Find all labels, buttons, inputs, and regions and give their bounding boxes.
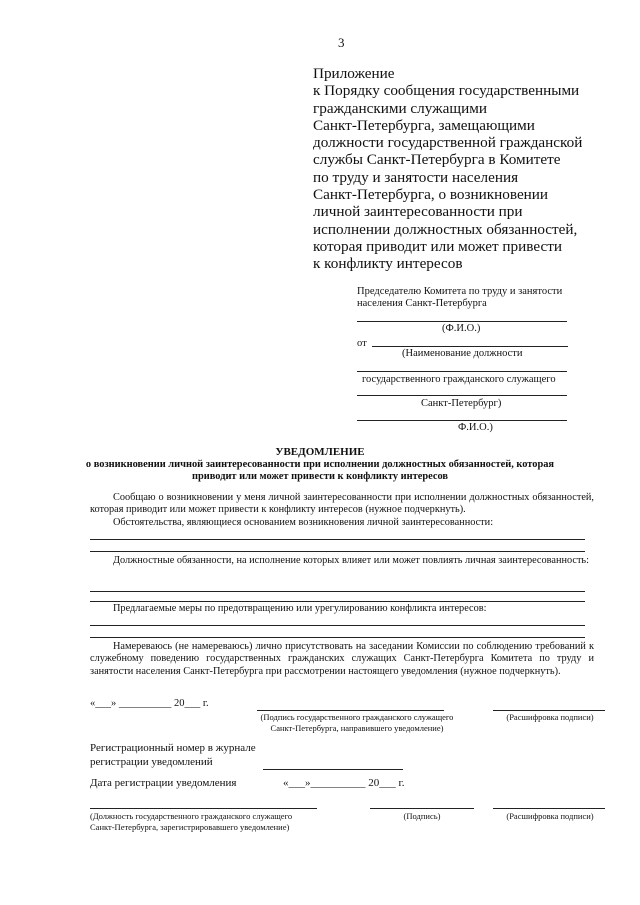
- annex-line: по труду и занятости населения: [313, 168, 519, 186]
- fio-caption: (Ф.И.О.): [442, 323, 481, 334]
- registrar-decode-caption: (Расшифровка подписи): [506, 811, 594, 821]
- annex-line: должности государственной гражданской: [313, 134, 583, 152]
- annex-line: службы Санкт-Петербурга в Комитете: [313, 151, 561, 169]
- notice-title: УВЕДОМЛЕНИЕ: [275, 446, 365, 458]
- registrar-signature-line: [370, 808, 474, 809]
- blank-line: [90, 601, 585, 602]
- servant-line: [357, 395, 567, 396]
- fio2-line: [357, 420, 567, 421]
- addressee-line-2: населения Санкт-Петербурга: [357, 298, 487, 309]
- notice-subtitle-1: о возникновении личной заинтересованности при исполнении должностных обязанностей, которая: [85, 459, 555, 470]
- fio-line: [357, 321, 567, 322]
- paragraph-duties: Должностные обязанности, на исполнение которых влияет или может повлиять личная заинтересованность:: [113, 555, 589, 566]
- annex-line: к конфликту интересов: [313, 255, 463, 273]
- addressee-line-1: Председателю Комитета по труду и занятости: [357, 286, 563, 297]
- signature-caption-2: Санкт-Петербурга, направившего уведомление): [270, 723, 444, 733]
- annex-line: гражданскими служащими: [313, 99, 487, 117]
- signature-caption-1: (Подпись государственного гражданского служащего: [260, 712, 454, 722]
- registrar-signature-caption: (Подпись): [403, 811, 441, 821]
- paragraph-intention: Намереваюсь (не намереваюсь) лично присутствовать на заседании Комиссии по соблюдению требований к служебному поведению государственных гражданских служащих Санкт-Петербурга Комитета по труду и занятости населения Санкт-Петербурга при рассмотрении настоящего уведомления (нужное подчеркнуть).: [90, 641, 594, 677]
- blank-line: [90, 637, 585, 638]
- annex-line: Санкт-Петербурга, о возникновении: [313, 186, 549, 204]
- signature-line: [257, 710, 444, 711]
- position-line: [357, 371, 567, 372]
- sign-date: «___» __________ 20___ г.: [90, 698, 209, 709]
- registration-number-label-2: регистрации уведомлений: [90, 756, 213, 768]
- annex-line: к Порядку сообщения государственными: [313, 82, 580, 100]
- annex-line: Санкт-Петербурга, замещающими: [313, 116, 535, 134]
- page-number: 3: [338, 35, 345, 50]
- blank-line: [90, 591, 585, 592]
- paragraph-measures: Предлагаемые меры по предотвращению или урегулированию конфликта интересов:: [113, 603, 487, 614]
- annex-line: которая приводит или может привести: [313, 237, 562, 255]
- registration-number-label-1: Регистрационный номер в журнале: [90, 742, 256, 754]
- registration-date-value: «___»__________ 20___ г.: [283, 777, 405, 789]
- blank-line: [90, 625, 585, 626]
- paragraph-notification: Сообщаю о возникновении у меня личной заинтересованности при исполнении должностных обязанностей, которая приводит или может привести к конфликту интересов (нужное подчеркнуть).: [90, 492, 594, 516]
- registrar-position-caption-2: Санкт-Петербурга, зарегистрировавшего уведомление): [90, 822, 290, 832]
- registrar-position-line: [90, 808, 317, 809]
- annex-line: личной заинтересованности при: [313, 203, 523, 221]
- fio2-caption: Ф.И.О.): [458, 422, 493, 433]
- annex-heading: [313, 65, 613, 273]
- blank-line: [90, 551, 585, 552]
- annex-line: Приложение: [313, 65, 395, 82]
- position-caption: (Наименование должности: [402, 348, 523, 359]
- registrar-position-caption-1: (Должность государственного гражданского служащего: [90, 811, 293, 821]
- decode-caption: (Расшифровка подписи): [506, 712, 594, 722]
- registration-date-label: Дата регистрации уведомления: [90, 777, 237, 789]
- from-label: от: [357, 338, 367, 349]
- registration-number-line: [263, 769, 403, 770]
- decode-line: [493, 710, 605, 711]
- annex-line: исполнении должностных обязанностей,: [313, 220, 578, 238]
- from-line: [372, 346, 568, 347]
- blank-line: [90, 539, 585, 540]
- notice-subtitle-2: приводит или может привести к конфликту интересов: [192, 471, 448, 482]
- civil-servant-caption: государственного гражданского служащего: [362, 374, 556, 385]
- registrar-decode-line: [493, 808, 605, 809]
- city-caption: Санкт-Петербург): [421, 398, 502, 409]
- paragraph-circumstances: Обстоятельства, являющиеся основанием возникновения личной заинтересованности:: [113, 517, 494, 528]
